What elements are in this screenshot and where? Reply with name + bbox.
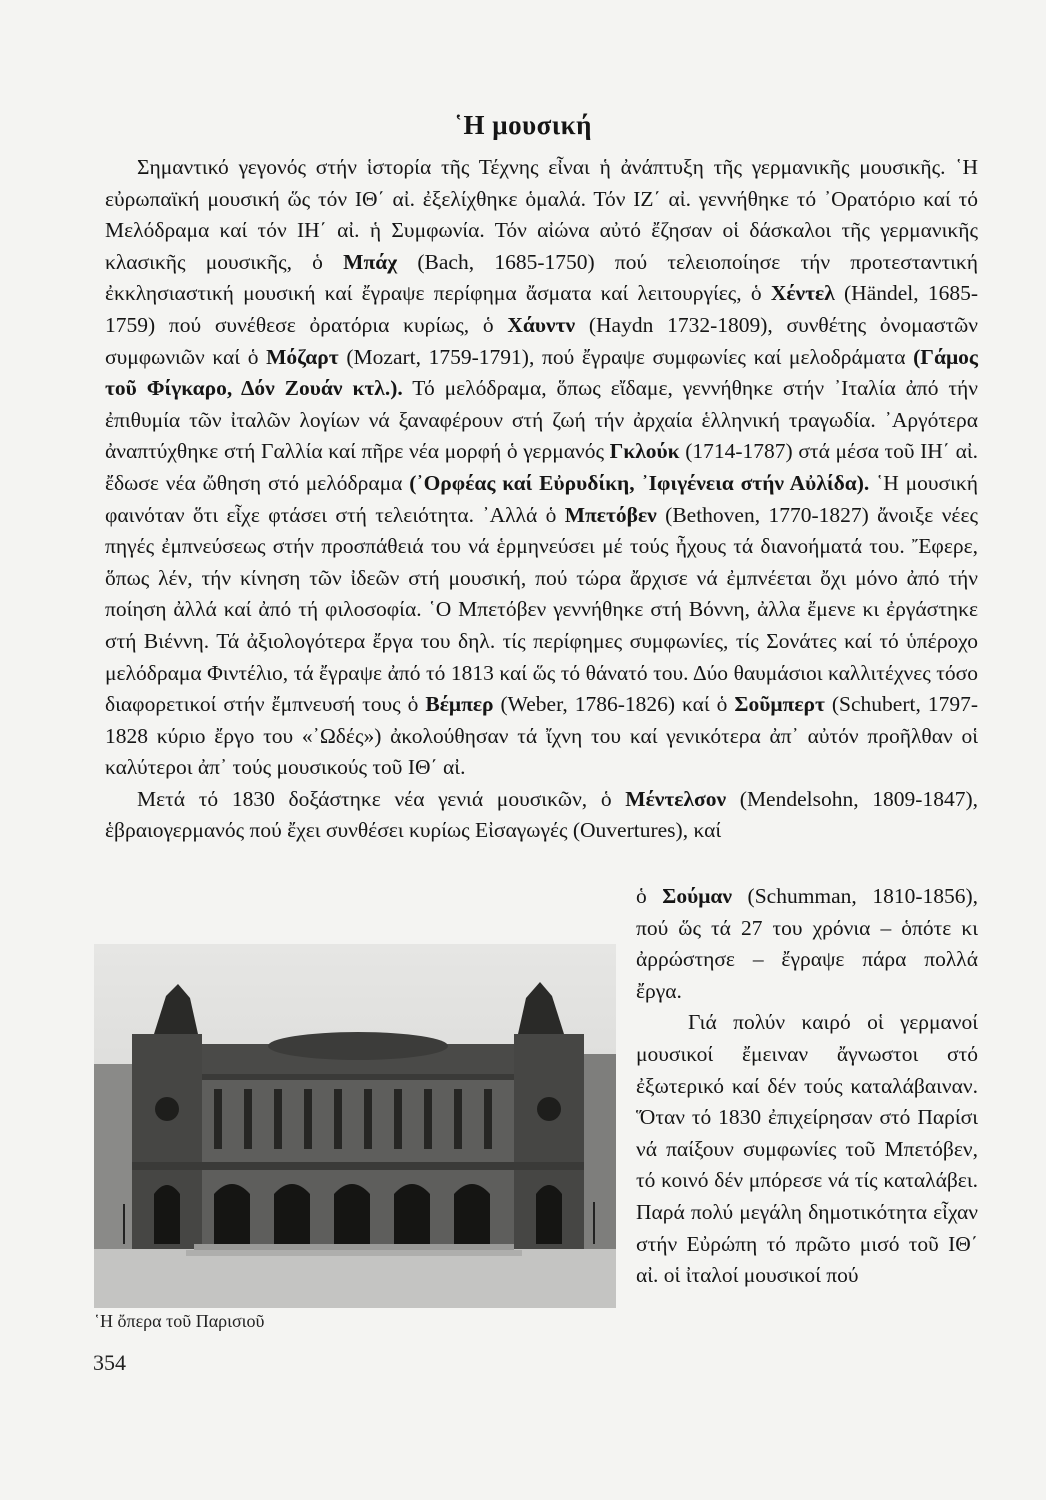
text-run: (Haydn 1732-1809), συνθέτης ὀνομαστῶν συμφωνιῶν καί ὁ bbox=[105, 312, 978, 369]
paragraph-1 bbox=[105, 152, 978, 784]
page-number: 354 bbox=[93, 1350, 126, 1375]
text-run: (Bethoven, 1770-1827) ἄνοιξε νέες πηγές ἐμπνεύσεως στήν προσπάθειά του νά ἑρμηνεύσει μέ τούς ἦχους τά διανοήματά του. Ἔφερε, ὅπως λέν, τήν κίνηση τῶν ἰδεῶν στή μουσική, πού τώρα ἄρχισε νά ἐμπνέεται ὄχι μόνο ἀπό τήν ποίηση ἀλλά καί ἀπό τή φιλοσοφία. ῾Ο Μπετόβεν γεννήθηκε στή Βόννη, ἀλλα ἔμενε κι ἐργάστηκε στή Βιέννη. Τά ἀξιολογότερα ἔργα του δηλ. τίς περίφημες συμφωνίες, τίς Σονάτες καί τό ὑπέροχο μελόδραμα Φιντέλιο, τά ἔγραψε ἀπό τό 1813 καί ὥς τό θάνατό του. Δύο θαυμάσιοι καλλιτέχνες τόσο διαφορετικοί στήν ἔμπνευσή τους ὁ bbox=[105, 502, 978, 717]
text-run: (Mendelsohn, 1809-1847), ἑβραιογερμανός πού ἔχει συνθέσει κυρίως Εἰσαγωγές (Ouvertures), καί bbox=[105, 786, 978, 843]
bold-name: (᾽Ορφέας καί Εὐρυδίκη, ᾽Ιφιγένεια στήν Αὐλίδα). bbox=[409, 470, 870, 495]
bold-name: Γκλούκ bbox=[609, 439, 680, 464]
paragraph-2-continued bbox=[636, 881, 978, 1007]
section-title: ῾Η μουσική bbox=[454, 110, 592, 140]
opera-house-illustration bbox=[94, 944, 616, 1308]
bold-name: Βέμπερ bbox=[425, 692, 494, 717]
text-run: (1714-1787) στά μέσα τοῦ ΙΗ΄ αἰ. ἔδωσε νέα ὤθηση στό μελόδραμα bbox=[105, 439, 979, 495]
text-run: Τό μελόδραμα, ὅπως εἴδαμε, γεννήθηκε στήν ᾽Ιταλία ἀπό τήν ἐπιθυμία τῶν ἰταλῶν λογίων νά ξαναφέρουν στή ζωή τήν ἀρχαία ἑλληνική τραγωδία. ᾽Αργότερα ἀναπτύχθηκε στή Γαλλία καί πῆρε νέα μορφή ὁ γερμανός bbox=[105, 376, 979, 464]
column-text bbox=[636, 881, 978, 1292]
paragraph-2 bbox=[105, 784, 978, 847]
text-run: (Händel, 1685-1759) πού συνέθεσε ὀρατόρια κυρίως, ὁ bbox=[105, 281, 978, 337]
text-run: Σημαντικό γεγονός στήν ἱστορία τῆς Τέχνης εἶναι ἡ ἀνάπτυξη τῆς γερμανικῆς μουσικῆς. ῾Η εὐρωπαϊκή μουσική ὥς τόν ΙΘ΄ αἰ. ἐξελίχθηκε ὁμαλά. Τόν ΙΖ΄ αἰ. γεννήθηκε τό ᾽Ορατόριο καί τό Μελόδραμα καί τόν ΙΗ΄ αἰ. ἡ Συμφωνία. Τόν αἰώνα αὐτό ἔζησαν οἱ δάσκαλοι τῆς γερμανικῆς κλασικῆς μουσικῆς, ὁ bbox=[105, 155, 978, 274]
paragraph-3: Γιά πολύν καιρό οἱ γερμανοί μουσικοί ἔμειναν ἄγνωστοι στό ἐξωτερικό καί δέν τούς καταλάβαιναν. Ὅταν τό 1830 ἐπιχείρησαν στό Παρίσι νά παίξουν συμφωνίες τοῦ Μπετόβεν, τό κοινό δέν μπόρεσε νά τίς καταλάβει. Παρά πολύ μεγάλη δημοτικότητα εἶχαν στήν Εὐρώπη τό πρῶτο μισό τοῦ ΙΘ΄ αἰ. οἱ ἰταλοί μουσικοί πού bbox=[636, 1010, 978, 1288]
text-run: (Weber, 1786-1826) καί ὁ bbox=[493, 692, 735, 717]
bold-name: Χάυντν bbox=[507, 312, 576, 337]
bold-name: (Γάμος τοῦ Φίγκαρο, Δόν Ζουάν κτλ.). bbox=[105, 344, 978, 401]
bold-name: Μπάχ bbox=[343, 249, 398, 274]
bold-name: Χέντελ bbox=[770, 281, 835, 306]
bold-name: Σοῦμπερτ bbox=[734, 692, 825, 717]
bold-name: Μόζαρτ bbox=[266, 344, 339, 369]
bold-name: Μέντελσον bbox=[625, 786, 727, 811]
opera-house-photo bbox=[94, 944, 616, 1308]
bold-name: Σούμαν bbox=[662, 884, 733, 908]
main-text bbox=[105, 152, 978, 847]
text-run: ῾Η μουσική φαινόταν ὅτι εἶχε φτάσει στή τελειότητα. ᾽Αλλά ὁ bbox=[105, 470, 979, 527]
text-run: Μετά τό 1830 δοξάστηκε νέα γενιά μουσικῶν, ὁ bbox=[137, 786, 626, 811]
text-run: (Mozart, 1759-1791), πού ἔγραψε συμφωνίες καί μελοδράματα bbox=[338, 344, 914, 369]
text-run: ὁ bbox=[636, 884, 663, 908]
photo-caption: ῾Η ὄπερα τοῦ Παρισιοῦ bbox=[94, 1311, 265, 1331]
text-run: (Bach, 1685-1750) πού τελειοποίησε τήν προτεσταντική ἐκκλησιαστική μουσική καί ἔγραψε περίφημα ἄσματα καί λειτουργίες, ὁ bbox=[105, 249, 978, 306]
text-run: (Schubert, 1797-1828 κύριο ἔργο του «᾽Ωδές») ἀκολούθησαν τά ἴχνη του καί γενικότερα ἀπ᾽ αὐτόν προῆλθαν οἱ καλύτεροι ἀπ᾽ τούς μουσικούς τοῦ ΙΘ΄ αἰ. bbox=[105, 692, 978, 780]
text-run: (Schumman, 1810-1856), πού ὥς τά 27 του χρόνια – ὁπότε κι ἀρρώστησε – ἔγραψε πάρα πολλά ἔργα. bbox=[636, 884, 979, 1003]
bold-name: Μπετόβεν bbox=[564, 502, 657, 527]
